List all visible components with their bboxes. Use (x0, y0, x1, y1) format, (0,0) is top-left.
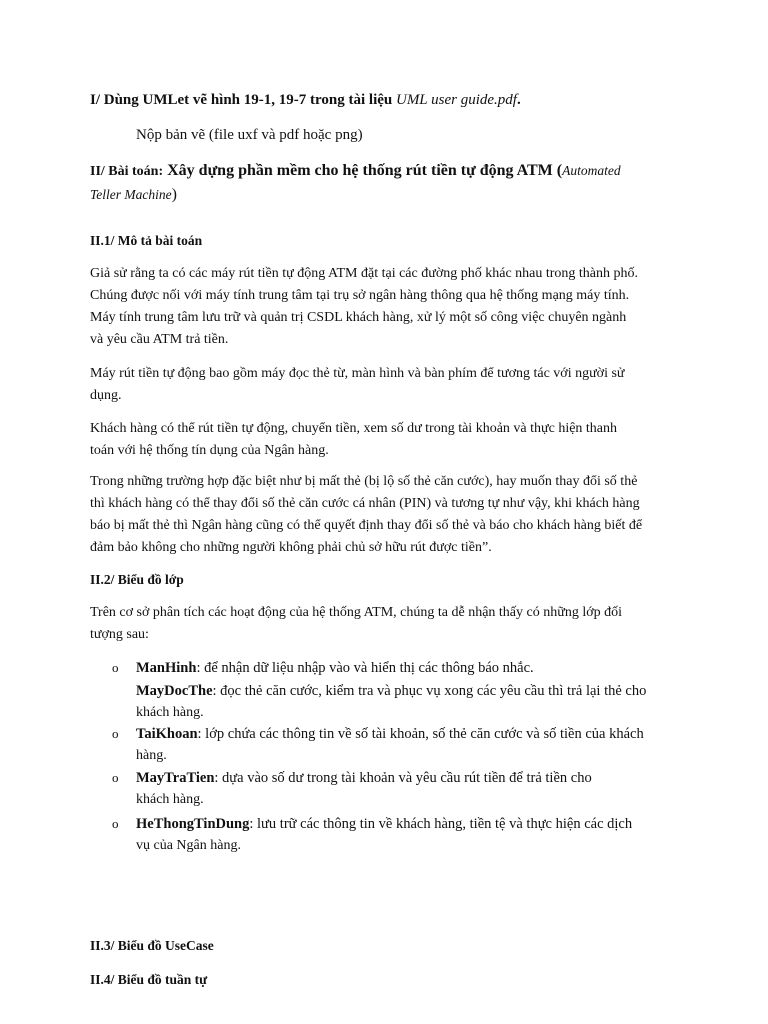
section-2-heading-cont: Teller Machine) (90, 186, 177, 203)
bullet-marker: o (112, 660, 119, 675)
bullet-marker: o (112, 726, 119, 741)
paragraph-line: Khách hàng có thể rút tiền tự động, chuyển tiền, xem số dư trong tài khoản và thực hiện thanh (90, 421, 618, 436)
paragraph-line: báo bị mất thẻ thì Ngân hàng cũng có thể quyết định thay đổi số thẻ và báo cho khách hàng biết để (90, 518, 643, 533)
subsection-2-heading: II.2/ Biểu đồ lớp (90, 572, 184, 587)
list-item-cont: khách hàng. (136, 792, 204, 807)
list-item: ManHinh: để nhận dữ liệu nhập vào và hiển thị các thông báo nhắc. (136, 660, 534, 676)
list-item: MayTraTien: dựa vào số dư trong tài khoản và yêu cầu rút tiền để trả tiền cho (136, 770, 592, 786)
section-2-heading: II/ Bài toán: Xây dựng phần mềm cho hệ thống rút tiền tự động ATM (Automated (90, 162, 621, 179)
paragraph-line: Máy rút tiền tự động bao gồm máy đọc thẻ từ, màn hình và bàn phím để tương tác với người sử (90, 366, 625, 381)
section-1-note: Nộp bản vẽ (file uxf và pdf hoặc png) (136, 127, 363, 143)
paragraph-line: và yêu cầu ATM trả tiền. (90, 332, 229, 347)
list-item: MayDocThe: đọc thẻ căn cước, kiểm tra và phục vụ xong các yêu cầu thì trả lại thẻ cho (136, 683, 647, 699)
paragraph-line: Chúng được nối với máy tính trung tâm tại trụ sở ngân hàng thông qua hệ thống mạng máy tính. (90, 288, 630, 303)
paragraph-line: đảm bảo không cho những người không phải chủ sở hữu rút được tiền”. (90, 540, 492, 555)
subsection-1-heading: II.1/ Mô tả bài toán (90, 233, 203, 248)
paragraph-line: Giả sử rằng ta có các máy rút tiền tự động ATM đặt tại các đường phố khác nhau trong thành phố. (90, 266, 639, 281)
bullet-marker: o (112, 770, 119, 785)
paragraph-line: Trong những trường hợp đặc biệt như bị mất thẻ (bị lộ số thẻ căn cước), hay muốn thay đổi số thẻ (90, 474, 638, 489)
paragraph-line: Máy tính trung tâm lưu trữ và quản trị CSDL khách hàng, xử lý một số công việc chuyên ngành (90, 310, 627, 325)
paragraph-line: tượng sau: (90, 627, 149, 642)
bullet-marker: o (112, 816, 119, 831)
list-item-cont: khách hàng. (136, 705, 204, 720)
paragraph-line: Trên cơ sở phân tích các hoạt động của hệ thống ATM, chúng ta dễ nhận thấy có những lớp đối (90, 605, 623, 620)
subsection-4-heading: II.4/ Biểu đồ tuần tự (90, 972, 208, 987)
paragraph-line: thì khách hàng có thể thay đổi số thẻ căn cước cá nhân (PIN) và tương tự như vậy, khi khách hàng (90, 496, 640, 511)
subsection-3-heading: II.3/ Biểu đồ UseCase (90, 938, 214, 953)
list-item-cont: vụ của Ngân hàng. (136, 838, 241, 853)
list-item-cont: hàng. (136, 748, 167, 763)
list-item: HeThongTinDung: lưu trữ các thông tin về khách hàng, tiền tệ và thực hiện các dịch (136, 816, 633, 832)
paragraph-line: dụng. (90, 388, 122, 403)
paragraph-line: toán với hệ thống tín dụng của Ngân hàng. (90, 443, 329, 458)
list-item: TaiKhoan: lớp chứa các thông tin về số tài khoản, số thẻ căn cước và số tiền của khách (136, 726, 644, 742)
section-1-heading: I/ Dùng UMLet vẽ hình 19-1, 19-7 trong tài liệu UML user guide.pdf. (90, 92, 521, 108)
